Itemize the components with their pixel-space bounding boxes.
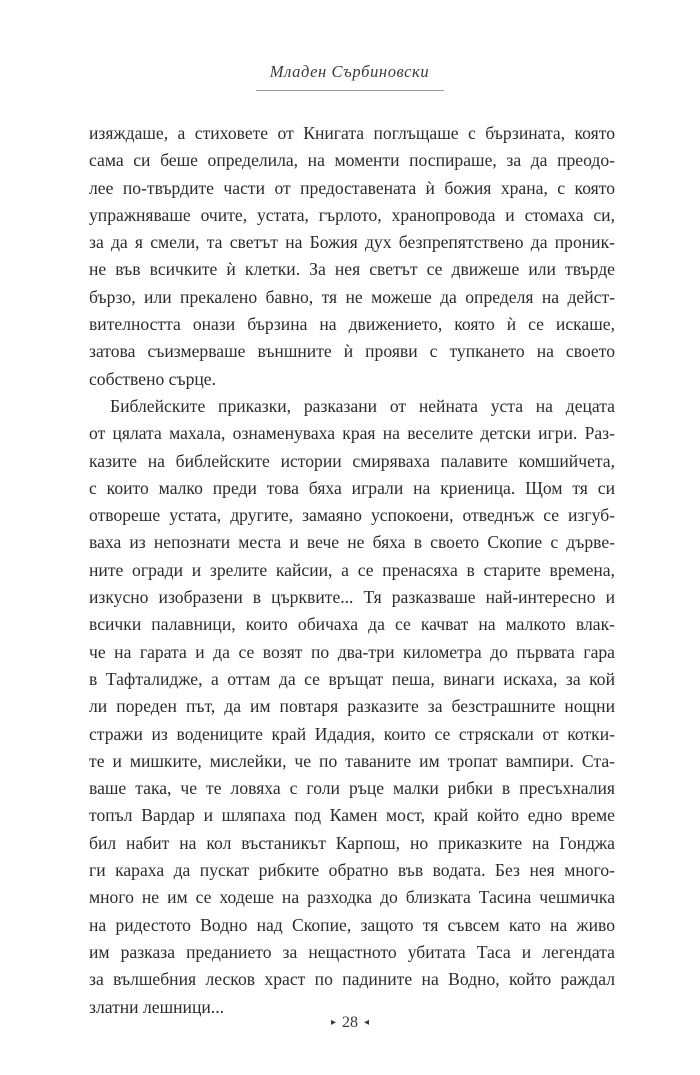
text-line: топъл Вардар и шляпаха под Камен мост, край който едно време <box>89 805 615 826</box>
text-line: отвореше устата, другите, замаяно успокоени, отведнъж се изгуб- <box>89 505 615 526</box>
text-line: ли пореден път, да им повтаря разказите за безстрашните нощни <box>89 696 615 717</box>
running-head: Младен Сърбиновски <box>269 62 430 81</box>
text-line: в Тафталидже, а оттам да се връщат пеша, винаги искаха, за кой <box>89 668 615 689</box>
body-text <box>89 120 615 1021</box>
page-number: 28 <box>342 1014 358 1031</box>
text-line: от цялата махала, ознаменуваха края на веселите детски игри. Раз- <box>89 423 615 444</box>
text-line: ваше така, че те ловяха с голи ръце малки рибки в пресъхналия <box>89 778 615 799</box>
paragraph <box>89 393 615 1021</box>
text-line: с които малко преди това бяха играли на криеница. Щом тя си <box>89 477 615 498</box>
text-line: сама си беше определила, на моменти поспираше, за да преодо- <box>89 150 615 171</box>
text-line: много не им се ходеше на разходка до близката Тасина чешмичка <box>89 887 615 908</box>
text-line: изкусно изобразени в църквите... Тя разказваше най-интересно и <box>89 587 615 608</box>
text-line: Библейските приказки, разказани от нейната уста на децата <box>110 395 615 416</box>
text-line: затова съизмерваше външните ѝ прояви с тупкането на своето <box>89 341 615 362</box>
text-line: че на гарата и да се возят по два-три километра до първата гара <box>89 641 615 662</box>
text-line: изяждаше, а стиховете от Книгата поглъщаше с бързината, която <box>89 123 615 143</box>
text-line: вителността онази бързина на движението, която ѝ се искаше, <box>89 314 615 335</box>
text-line: бързо, или прекалено бавно, тя не можеше да определя на дейст- <box>89 286 615 307</box>
text-line: всички палавници, които обичаха да се качват на малкото влак- <box>89 614 615 635</box>
text-line: ваха из непознати места и вече не бяха в своето Скопие с дърве- <box>89 532 615 553</box>
text-line: ните огради и зрелите кайсии, а се пренасяха в старите времена, <box>89 559 615 580</box>
text-line: ги караха да пускат рибките обратно във водата. Без нея много- <box>89 860 615 881</box>
text-line: за вълшебния лесков храст по падините на Водно, който раждал <box>89 969 615 990</box>
text-line: казите на библейските истории смиряваха палавите комшийчета, <box>89 450 615 471</box>
text-line: те и мишките, мислейки, че по таваните им тропат вампири. Ста- <box>89 750 615 771</box>
text-line: на ридестото Водно над Скопие, защото тя съвсем като на живо <box>89 914 615 935</box>
text-line: не във всичките ѝ клетки. За нея светът се движеше или твърде <box>89 259 615 280</box>
text-line: лее по-твърдите части от предоставената ѝ божия храна, с която <box>89 177 615 198</box>
header-rule <box>256 90 444 91</box>
text-line: собствено сърце. <box>89 368 217 389</box>
page-folio <box>0 1014 700 1032</box>
text-line: златни лешници... <box>89 996 224 1017</box>
text-line: за да я смели, та светът на Божия дух безпрепятствено да проник- <box>89 232 615 253</box>
text-line: упражняваше очите, устата, гърлото, хранопровода и стомаха си, <box>89 204 615 225</box>
paragraph <box>89 120 615 393</box>
folio-left-mark: ▸ <box>330 1017 336 1028</box>
text-line: стражи из водениците край Идадия, които се стряскали от котки- <box>89 723 615 744</box>
text-line: им разказа преданието за нещастното убитата Таса и легендата <box>89 941 615 962</box>
text-line: бил набит на кол въстаникът Карпош, но приказките на Гонджа <box>89 832 615 853</box>
folio-right-mark: ◂ <box>364 1017 370 1028</box>
